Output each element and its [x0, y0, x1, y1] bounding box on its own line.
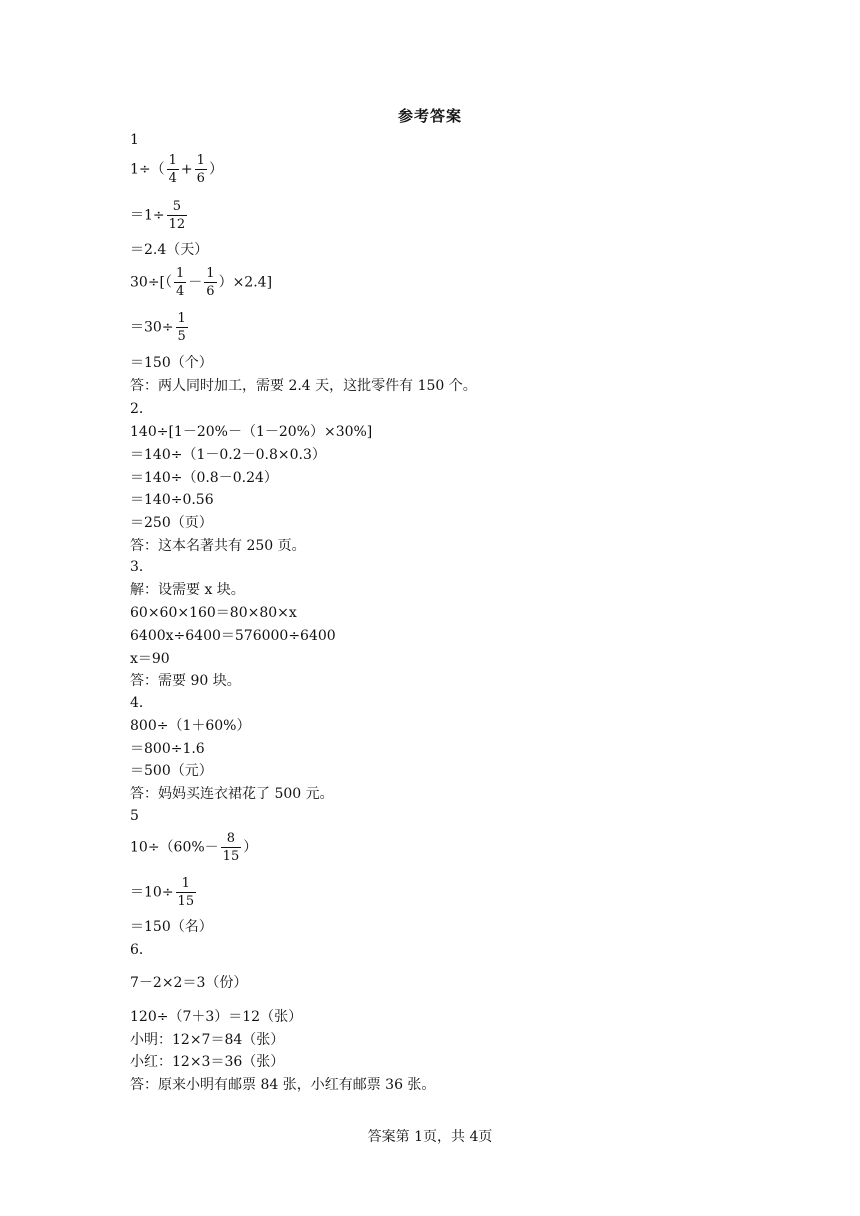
problem-4-answer: 答：妈妈买连衣裙花了 500 元。: [130, 786, 334, 802]
problem-2-step: ＝140÷（1－0.2－0.8×0.3）: [130, 447, 326, 463]
problem-5-step-2: [130, 876, 198, 909]
problem-5-step-3: ＝150（名）: [130, 919, 213, 935]
denominator: 12: [168, 217, 186, 232]
denominator: 5: [177, 329, 186, 344]
expr-text: 30÷[（: [130, 274, 173, 291]
denominator: 15: [222, 849, 240, 864]
numerator: 5: [172, 199, 182, 214]
fraction: [176, 311, 188, 344]
problem-1-step-3: ＝2.4（天）: [130, 242, 209, 258]
numerator: 1: [177, 311, 186, 326]
problem-3-answer: 答：需要 90 块。: [130, 673, 241, 689]
problem-6-step: 小红：12×3＝36（张）: [130, 1054, 285, 1070]
fraction: [195, 153, 207, 186]
operator: +: [180, 161, 193, 178]
expr-text: ＝1÷: [130, 207, 165, 224]
problem-4-step: ＝800÷1.6: [130, 741, 205, 757]
problem-5-number: 5: [130, 808, 139, 824]
operator: －: [188, 274, 203, 291]
problem-3-number: 3．: [130, 559, 153, 575]
problem-1-step-6: ＝150（个）: [130, 355, 213, 371]
fraction: [221, 831, 242, 864]
problem-6-step: 小明：12×7＝84（张）: [130, 1032, 285, 1048]
numerator: 8: [226, 831, 236, 846]
problem-3-step: 60×60×160＝80×80×x: [130, 605, 297, 621]
fraction: [204, 266, 216, 299]
expr-text: ＝30÷: [130, 319, 174, 336]
expr-text: ）: [208, 161, 223, 178]
fraction: [167, 199, 188, 232]
problem-1-number: 1: [130, 132, 139, 148]
numerator: 1: [181, 876, 190, 891]
problem-3-step: 6400x÷6400＝576000÷6400: [130, 628, 336, 644]
problem-5-step-1: [130, 831, 257, 864]
denominator: 4: [176, 284, 185, 299]
problem-4-number: 4．: [130, 695, 153, 711]
problem-2-step: ＝250（页）: [130, 515, 213, 531]
numerator: 1: [176, 266, 185, 281]
problem-2-step: 140÷[1－20%－（1－20%）×30%]: [130, 424, 373, 440]
problem-4-step: ＝500（元）: [130, 763, 213, 779]
problem-1-step-4: [130, 266, 272, 299]
numerator: 1: [206, 266, 215, 281]
denominator: 15: [177, 894, 195, 909]
numerator: 1: [168, 153, 177, 168]
problem-1-answer: 答：两人同时加工，需要 2.4 天，这批零件有 150 个。: [130, 378, 477, 394]
problem-6-answer: 答：原来小明有邮票 84 张，小红有邮票 36 张。: [130, 1077, 436, 1093]
problem-3-step: x＝90: [130, 651, 170, 667]
expr-text: ）×2.4]: [218, 274, 273, 291]
denominator: 6: [196, 171, 205, 186]
problem-3-step: 解：设需要 x 块。: [130, 582, 245, 598]
denominator: 6: [206, 284, 215, 299]
problem-2-answer: 答：这本名著共有 250 页。: [130, 538, 306, 554]
page-footer: 答案第 1页，共 4页: [367, 1129, 493, 1145]
problem-2-step: ＝140÷（0.8－0.24）: [130, 470, 278, 486]
fraction: [176, 876, 197, 909]
problem-4-step: 800÷（1＋60%）: [130, 718, 251, 734]
problem-1-step-5: [130, 311, 190, 344]
expr-text: 10÷（60%－: [130, 839, 219, 856]
problem-2-number: 2．: [130, 401, 153, 417]
problem-6-step: 7－2×2＝3（份）: [130, 975, 248, 991]
fraction: [167, 153, 179, 186]
problem-6-step: 120÷（7＋3）＝12（张）: [130, 1009, 303, 1025]
problem-1-step-2: [130, 199, 189, 232]
fraction: [174, 266, 186, 299]
expr-text: 1÷（: [130, 161, 165, 178]
expr-text: ＝10÷: [130, 884, 174, 901]
problem-6-number: 6．: [130, 942, 153, 958]
denominator: 4: [168, 171, 177, 186]
problem-1-step-1: [130, 153, 223, 186]
numerator: 1: [196, 153, 205, 168]
page-title: 参考答案: [397, 107, 462, 125]
expr-text: ）: [243, 839, 258, 856]
problem-2-step: ＝140÷0.56: [130, 492, 214, 508]
